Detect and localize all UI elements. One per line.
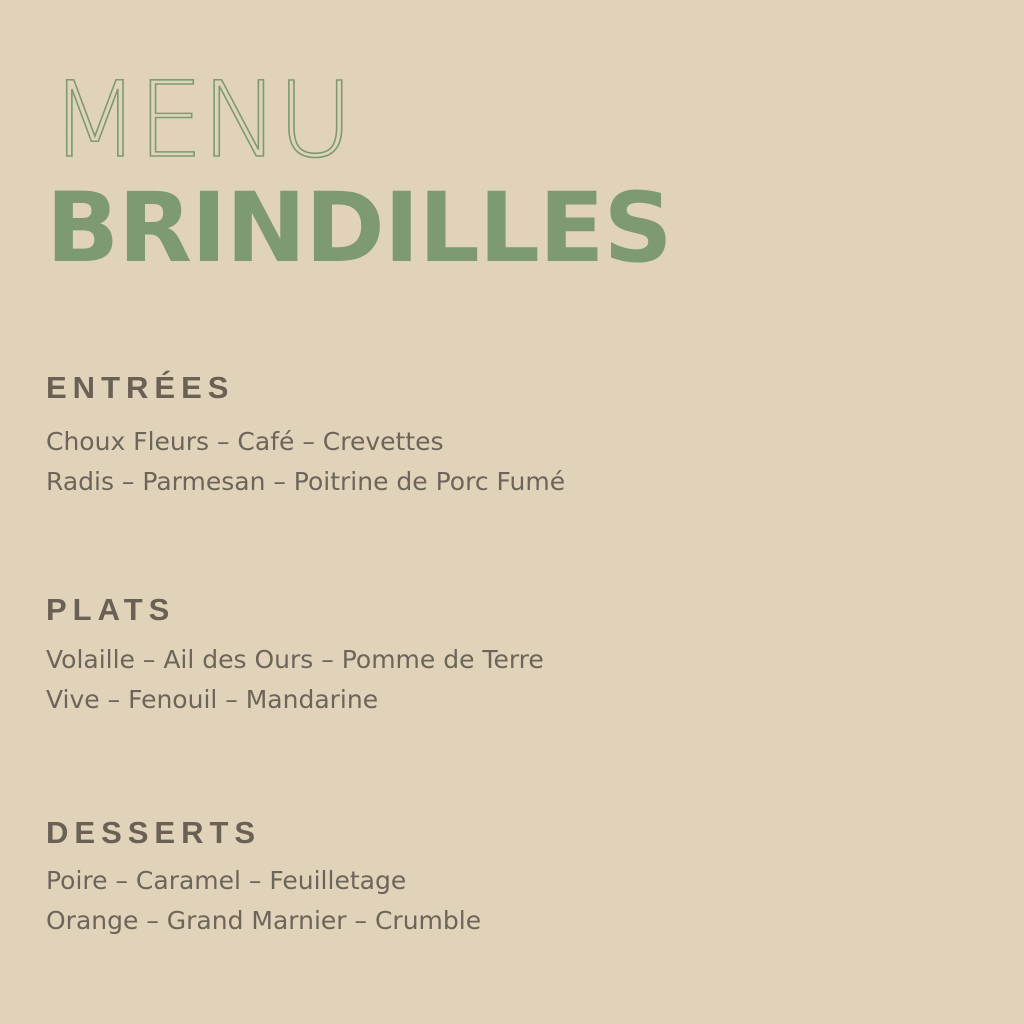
section-plats [46, 590, 544, 720]
dish-item: Choux Fleurs – Café – Crevettes [46, 427, 444, 456]
dish-item: Volaille – Ail des Ours – Pomme de Terre [46, 645, 544, 674]
dish-list-plats [46, 640, 544, 720]
restaurant-name: BRINDILLES [46, 172, 672, 284]
section-desserts [46, 813, 481, 941]
section-title-desserts: DESSERTS [46, 815, 262, 850]
dish-item: Poire – Caramel – Feuilletage [46, 866, 407, 895]
dish-list-desserts [46, 861, 481, 941]
dish-item: Vive – Fenouil – Mandarine [46, 685, 379, 714]
dish-item: Radis – Parmesan – Poitrine de Porc Fumé [46, 467, 566, 496]
section-title-plats: PLATS [46, 592, 176, 627]
dish-list-entrees [46, 422, 565, 502]
section-entrees [46, 368, 565, 502]
menu-heading: MENU [50, 59, 352, 181]
section-title-entrees: ENTRÉES [46, 370, 235, 405]
dish-item: Orange – Grand Marnier – Crumble [46, 906, 482, 935]
